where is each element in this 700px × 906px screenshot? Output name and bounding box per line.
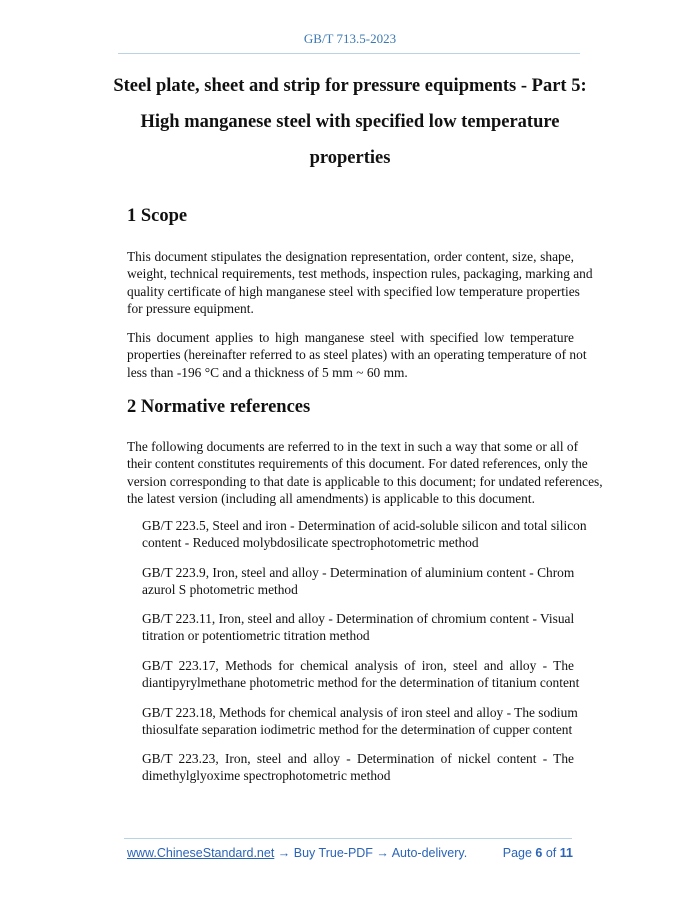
footer-promo: [127, 846, 467, 860]
title-line-3: properties: [309, 148, 391, 168]
text-line: version corresponding to that date is applicable to this document; for undated references,: [127, 473, 603, 489]
page-total: 11: [559, 846, 573, 860]
text-line: The following documents are referred to in the text in such a way that some or all of: [127, 439, 579, 454]
text-line: thiosulfate separation iodimetric method for the determination of cupper content: [142, 722, 573, 738]
reference-item: [142, 517, 587, 552]
footer-divider: [124, 838, 572, 839]
header-standard-number: GB/T 713.5-2023: [303, 31, 397, 46]
header-divider: [118, 53, 580, 54]
footer-promo-text: → Buy True-PDF → Auto-delivery.: [274, 846, 468, 860]
scope-paragraph-1: [127, 248, 593, 317]
text-line: quality certificate of high manganese steel with specified low temperature properties: [127, 283, 580, 299]
text-line: This document applies to high manganese steel with specified low temperature: [127, 330, 574, 345]
reference-item: [142, 657, 580, 692]
text-line: titration or potentiometric titration method: [142, 628, 370, 644]
page-footer: [127, 846, 573, 864]
text-line: GB/T 223.5, Steel and iron - Determination of acid-soluble silicon and total silicon: [142, 518, 587, 533]
text-line: less than -196 °C and a thickness of 5 mm ~ 60 mm.: [127, 364, 408, 380]
text-line: content - Reduced molybdosilicate spectrophotometric method: [142, 535, 479, 551]
scope-paragraph-2: [127, 329, 587, 381]
reference-item: [142, 704, 578, 739]
section-heading-normative-references: 2 Normative references: [127, 397, 311, 417]
page-of-label: of: [545, 846, 557, 860]
text-line: This document stipulates the designation representation, order content, size, shape,: [127, 249, 574, 264]
text-line: the latest version (including all amendments) is applicable to this document.: [127, 490, 535, 506]
text-line: GB/T 223.9, Iron, steel and alloy - Determination of aluminium content - Chrom: [142, 565, 575, 580]
text-line: their content constitutes requirements of this document. For dated references, only the: [127, 456, 588, 472]
page-label: Page: [502, 846, 532, 860]
text-line: GB/T 223.17, Methods for chemical analysis of iron, steel and alloy - The: [142, 658, 574, 673]
title-line-1: Steel plate, sheet and strip for pressure equipments - Part 5:: [113, 76, 587, 96]
text-line: dimethylglyoxime spectrophotometric method: [142, 768, 391, 784]
section-heading-scope: 1 Scope: [127, 206, 188, 226]
text-line: weight, technical requirements, test methods, inspection rules, packaging, marking and: [127, 266, 593, 282]
text-line: GB/T 223.11, Iron, steel and alloy - Determination of chromium content - Visual: [142, 611, 575, 626]
text-line: GB/T 223.23, Iron, steel and alloy - Determination of nickel content - The: [142, 751, 574, 766]
reference-item: [142, 564, 574, 599]
normative-intro-paragraph: [127, 438, 603, 507]
title-line-2: High manganese steel with specified low temperature: [140, 112, 560, 132]
document-title: [110, 68, 590, 176]
text-line: diantipyrylmethane photometric method for the determination of titanium content: [142, 675, 580, 691]
text-line: for pressure equipment.: [127, 300, 254, 316]
reference-item: [142, 750, 574, 785]
website-link[interactable]: www.ChineseStandard.net: [127, 846, 275, 860]
page-indicator: [503, 846, 573, 860]
text-line: GB/T 223.18, Methods for chemical analysis of iron steel and alloy - The sodium: [142, 705, 578, 720]
text-line: properties (hereinafter referred to as steel plates) with an operating temperature of not: [127, 347, 587, 363]
page-current: 6: [535, 846, 543, 860]
text-line: azurol S photometric method: [142, 582, 298, 598]
reference-item: [142, 610, 574, 645]
